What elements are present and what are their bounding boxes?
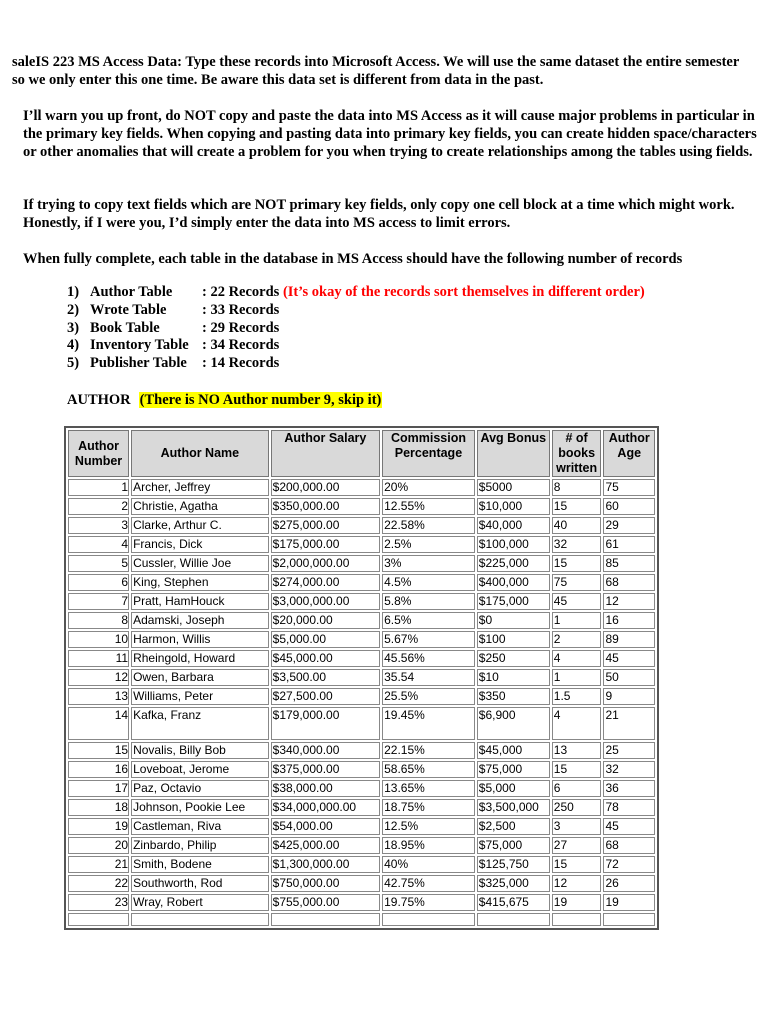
header-author-age: Author Age [603, 430, 655, 477]
table-row [68, 875, 655, 892]
cell-books-written: 3 [552, 818, 602, 835]
cell-avg-bonus: $40,000 [477, 517, 550, 534]
cell-author-salary: $425,000.00 [271, 837, 380, 854]
cell-avg-bonus: $325,000 [477, 875, 550, 892]
table-row [68, 498, 655, 515]
table-row [68, 799, 655, 816]
cell-books-written: 40 [552, 517, 602, 534]
cell-avg-bonus: $6,900 [477, 707, 550, 740]
cell-author-salary: $274,000.00 [271, 574, 380, 591]
cell-commission-percentage: 18.95% [382, 837, 475, 854]
cell-author-number: 16 [68, 761, 129, 778]
cell-author-number: 2 [68, 498, 129, 515]
cell-author-age: 32 [603, 761, 655, 778]
cell-avg-bonus: $75,000 [477, 761, 550, 778]
cell-commission-percentage: 35.54 [382, 669, 475, 686]
cell-books-written: 13 [552, 742, 602, 759]
cell-books-written: 27 [552, 837, 602, 854]
author-table [64, 426, 659, 930]
record-count: : 33 Records [202, 301, 280, 318]
cell-books-written: 75 [552, 574, 602, 591]
cell-author-age: 45 [603, 818, 655, 835]
cell-author-number: 1 [68, 479, 129, 496]
table-row [68, 894, 655, 911]
table-row [68, 707, 655, 740]
cell-author-name: Kafka, Franz [131, 707, 269, 740]
table-name: Book Table [90, 319, 160, 336]
cell-author-number: 15 [68, 742, 129, 759]
cell-commission-percentage: 12.5% [382, 818, 475, 835]
cell-author-number: 20 [68, 837, 129, 854]
cell-author-number: 4 [68, 536, 129, 553]
cell-author-salary: $2,000,000.00 [271, 555, 380, 572]
cell-author-age: 19 [603, 894, 655, 911]
cell-author-name: Pratt, HamHouck [131, 593, 269, 610]
copy-tip-paragraph: If trying to copy text fields which are NOT primary key fields, only copy one cell block at a time which might work. Honestly, if I were you, I’d simply enter the data into MS access to limit errors. [23, 197, 735, 231]
cell-commission-percentage: 20% [382, 479, 475, 496]
cell-author-number: 10 [68, 631, 129, 648]
cell-author-number: 22 [68, 875, 129, 892]
cell-author-name: Williams, Peter [131, 688, 269, 705]
cell-author-salary: $1,300,000.00 [271, 856, 380, 873]
author-table-body [68, 479, 655, 926]
cell-books-written: 15 [552, 498, 602, 515]
cell-author-age: 72 [603, 856, 655, 873]
cell-author-age: 85 [603, 555, 655, 572]
cell-avg-bonus: $415,675 [477, 894, 550, 911]
cell-author-salary: $3,500.00 [271, 669, 380, 686]
record-count-item [67, 355, 645, 373]
table-name: Publisher Table [90, 355, 187, 372]
cell-commission-percentage: 5.67% [382, 631, 475, 648]
cell-author-number: 12 [68, 669, 129, 686]
cell-author-number: 21 [68, 856, 129, 873]
cell-commission-percentage: 42.75% [382, 875, 475, 892]
cell-books-written: 8 [552, 479, 602, 496]
cell-author-number: 7 [68, 593, 129, 610]
cell-books-written: 6 [552, 780, 602, 797]
cell-author-salary: $27,500.00 [271, 688, 380, 705]
cell-author-name: Adamski, Joseph [131, 612, 269, 629]
table-row [68, 742, 655, 759]
table-row [68, 631, 655, 648]
author-table-header-row [68, 430, 655, 477]
empty-cell [382, 913, 475, 926]
cell-author-age: 61 [603, 536, 655, 553]
record-count: : 34 Records [202, 337, 280, 354]
cell-author-salary: $200,000.00 [271, 479, 380, 496]
cell-author-age: 89 [603, 631, 655, 648]
cell-books-written: 2 [552, 631, 602, 648]
author-section-title: AUTHOR [67, 392, 131, 408]
cell-author-name: Rheingold, Howard [131, 650, 269, 667]
cell-author-name: Southworth, Rod [131, 875, 269, 892]
cell-author-age: 25 [603, 742, 655, 759]
cell-author-name: Owen, Barbara [131, 669, 269, 686]
empty-cell [552, 913, 602, 926]
cell-author-number: 13 [68, 688, 129, 705]
cell-commission-percentage: 12.55% [382, 498, 475, 515]
list-number: 3) [67, 319, 80, 336]
cell-author-age: 21 [603, 707, 655, 740]
cell-author-number: 6 [68, 574, 129, 591]
cell-author-age: 16 [603, 612, 655, 629]
cell-author-age: 75 [603, 479, 655, 496]
table-row [68, 761, 655, 778]
cell-avg-bonus: $225,000 [477, 555, 550, 572]
cell-author-number: 14 [68, 707, 129, 740]
author-section-heading [67, 392, 382, 409]
cell-author-number: 5 [68, 555, 129, 572]
cell-author-name: Novalis, Billy Bob [131, 742, 269, 759]
table-row [68, 536, 655, 553]
cell-avg-bonus: $10,000 [477, 498, 550, 515]
cell-books-written: 15 [552, 856, 602, 873]
cell-avg-bonus: $100,000 [477, 536, 550, 553]
cell-author-age: 9 [603, 688, 655, 705]
list-number: 1) [67, 284, 80, 300]
cell-books-written: 12 [552, 875, 602, 892]
cell-author-salary: $54,000.00 [271, 818, 380, 835]
cell-author-name: Paz, Octavio [131, 780, 269, 797]
cell-author-number: 17 [68, 780, 129, 797]
cell-author-number: 18 [68, 799, 129, 816]
cell-books-written: 32 [552, 536, 602, 553]
cell-books-written: 1.5 [552, 688, 602, 705]
record-count-item [67, 320, 645, 338]
cell-commission-percentage: 19.45% [382, 707, 475, 740]
table-row [68, 479, 655, 496]
cell-author-age: 50 [603, 669, 655, 686]
table-name: Author Table [90, 284, 173, 300]
cell-avg-bonus: $3,500,000 [477, 799, 550, 816]
warning-paragraph: I’ll warn you up front, do NOT copy and paste the data into MS Access as it will cause major problems in particular in the primary key fields. When copying and pasting data into primary key fields, you can create hidden space/characters or other anomalies that will create a problem for you when trying to create relationships among the tables using fields. [23, 108, 757, 160]
cell-commission-percentage: 6.5% [382, 612, 475, 629]
cell-commission-percentage: 4.5% [382, 574, 475, 591]
cell-author-name: Castleman, Riva [131, 818, 269, 835]
cell-author-name: Smith, Bodene [131, 856, 269, 873]
header-author-name: Author Name [131, 430, 269, 477]
cell-author-number: 11 [68, 650, 129, 667]
cell-avg-bonus: $250 [477, 650, 550, 667]
table-name: Inventory Table [90, 337, 189, 354]
empty-cell [603, 913, 655, 926]
cell-books-written: 1 [552, 669, 602, 686]
cell-author-salary: $275,000.00 [271, 517, 380, 534]
empty-cell [131, 913, 269, 926]
cell-author-age: 68 [603, 837, 655, 854]
cell-author-salary: $45,000.00 [271, 650, 380, 667]
table-row [68, 650, 655, 667]
record-count-item [67, 302, 645, 320]
cell-author-name: Harmon, Willis [131, 631, 269, 648]
cell-avg-bonus: $2,500 [477, 818, 550, 835]
cell-author-salary: $34,000,000.00 [271, 799, 380, 816]
cell-author-name: Francis, Dick [131, 536, 269, 553]
cell-author-name: Loveboat, Jerome [131, 761, 269, 778]
cell-author-salary: $375,000.00 [271, 761, 380, 778]
table-row [68, 837, 655, 854]
cell-author-salary: $750,000.00 [271, 875, 380, 892]
cell-commission-percentage: 22.15% [382, 742, 475, 759]
cell-author-salary: $175,000.00 [271, 536, 380, 553]
cell-avg-bonus: $45,000 [477, 742, 550, 759]
cell-avg-bonus: $75,000 [477, 837, 550, 854]
cell-books-written: 15 [552, 555, 602, 572]
table-row [68, 555, 655, 572]
header-books-written: # of books written [552, 430, 602, 477]
table-row [68, 688, 655, 705]
cell-avg-bonus: $0 [477, 612, 550, 629]
cell-author-name: Zinbardo, Philip [131, 837, 269, 854]
cell-author-name: Archer, Jeffrey [131, 479, 269, 496]
cell-author-age: 26 [603, 875, 655, 892]
cell-commission-percentage: 13.65% [382, 780, 475, 797]
cell-books-written: 4 [552, 707, 602, 740]
cell-books-written: 250 [552, 799, 602, 816]
cell-avg-bonus: $175,000 [477, 593, 550, 610]
cell-author-name: King, Stephen [131, 574, 269, 591]
cell-author-age: 68 [603, 574, 655, 591]
header-author-number: Author Number [68, 430, 129, 477]
cell-commission-percentage: 5.8% [382, 593, 475, 610]
cell-author-salary: $20,000.00 [271, 612, 380, 629]
cell-author-salary: $3,000,000.00 [271, 593, 380, 610]
record-count: : 14 Records [202, 355, 280, 372]
cell-commission-percentage: 45.56% [382, 650, 475, 667]
cell-author-salary: $179,000.00 [271, 707, 380, 740]
cell-commission-percentage: 2.5% [382, 536, 475, 553]
cell-author-age: 60 [603, 498, 655, 515]
cell-author-age: 12 [603, 593, 655, 610]
cell-author-age: 45 [603, 650, 655, 667]
list-number: 2) [67, 301, 80, 318]
cell-commission-percentage: 40% [382, 856, 475, 873]
cell-author-number: 3 [68, 517, 129, 534]
table-row [68, 612, 655, 629]
table-row [68, 593, 655, 610]
cell-commission-percentage: 19.75% [382, 894, 475, 911]
cell-author-name: Johnson, Pookie Lee [131, 799, 269, 816]
cell-author-name: Clarke, Arthur C. [131, 517, 269, 534]
cell-author-salary: $38,000.00 [271, 780, 380, 797]
cell-author-salary: $5,000.00 [271, 631, 380, 648]
table-row [68, 856, 655, 873]
cell-author-age: 29 [603, 517, 655, 534]
record-count-item [67, 337, 645, 355]
cell-author-number: 23 [68, 894, 129, 911]
cell-avg-bonus: $125,750 [477, 856, 550, 873]
cell-commission-percentage: 22.58% [382, 517, 475, 534]
record-count-list [67, 284, 645, 373]
sort-order-note: (It’s okay of the records sort themselves in different order) [282, 284, 645, 300]
cell-books-written: 45 [552, 593, 602, 610]
cell-author-number: 19 [68, 818, 129, 835]
cell-author-name: Christie, Agatha [131, 498, 269, 515]
cell-books-written: 19 [552, 894, 602, 911]
intro-paragraph: saleIS 223 MS Access Data: Type these records into Microsoft Access. We will use the same dataset the entire semester so we only enter this one time. Be aware this data set is different from data in the past. [12, 54, 740, 88]
table-row [68, 574, 655, 591]
records-intro-paragraph: When fully complete, each table in the database in MS Access should have the following number of records [23, 251, 683, 267]
record-count-item [67, 284, 645, 302]
cell-books-written: 4 [552, 650, 602, 667]
cell-commission-percentage: 25.5% [382, 688, 475, 705]
cell-avg-bonus: $5000 [477, 479, 550, 496]
cell-books-written: 1 [552, 612, 602, 629]
author-section-note: (There is NO Author number 9, skip it) [139, 392, 382, 408]
cell-author-name: Cussler, Willie Joe [131, 555, 269, 572]
cell-avg-bonus: $400,000 [477, 574, 550, 591]
list-number: 4) [67, 337, 80, 354]
cell-avg-bonus: $100 [477, 631, 550, 648]
cell-commission-percentage: 18.75% [382, 799, 475, 816]
header-author-salary: Author Salary [271, 430, 380, 477]
cell-avg-bonus: $5,000 [477, 780, 550, 797]
cell-commission-percentage: 3% [382, 555, 475, 572]
record-count: : 22 Records [202, 284, 280, 300]
cell-avg-bonus: $10 [477, 669, 550, 686]
empty-row [68, 913, 655, 926]
empty-cell [68, 913, 129, 926]
cell-author-salary: $340,000.00 [271, 742, 380, 759]
cell-commission-percentage: 58.65% [382, 761, 475, 778]
cell-author-salary: $350,000.00 [271, 498, 380, 515]
empty-cell [271, 913, 380, 926]
table-row [68, 669, 655, 686]
header-commission-percentage: Commission Percentage [382, 430, 475, 477]
cell-books-written: 15 [552, 761, 602, 778]
table-name: Wrote Table [90, 301, 167, 318]
record-count: : 29 Records [202, 319, 280, 336]
cell-author-age: 36 [603, 780, 655, 797]
table-row [68, 818, 655, 835]
cell-author-name: Wray, Robert [131, 894, 269, 911]
table-row [68, 780, 655, 797]
header-avg-bonus: Avg Bonus [477, 430, 550, 477]
table-row [68, 517, 655, 534]
empty-cell [477, 913, 550, 926]
cell-author-age: 78 [603, 799, 655, 816]
cell-avg-bonus: $350 [477, 688, 550, 705]
list-number: 5) [67, 355, 80, 372]
cell-author-salary: $755,000.00 [271, 894, 380, 911]
cell-author-number: 8 [68, 612, 129, 629]
